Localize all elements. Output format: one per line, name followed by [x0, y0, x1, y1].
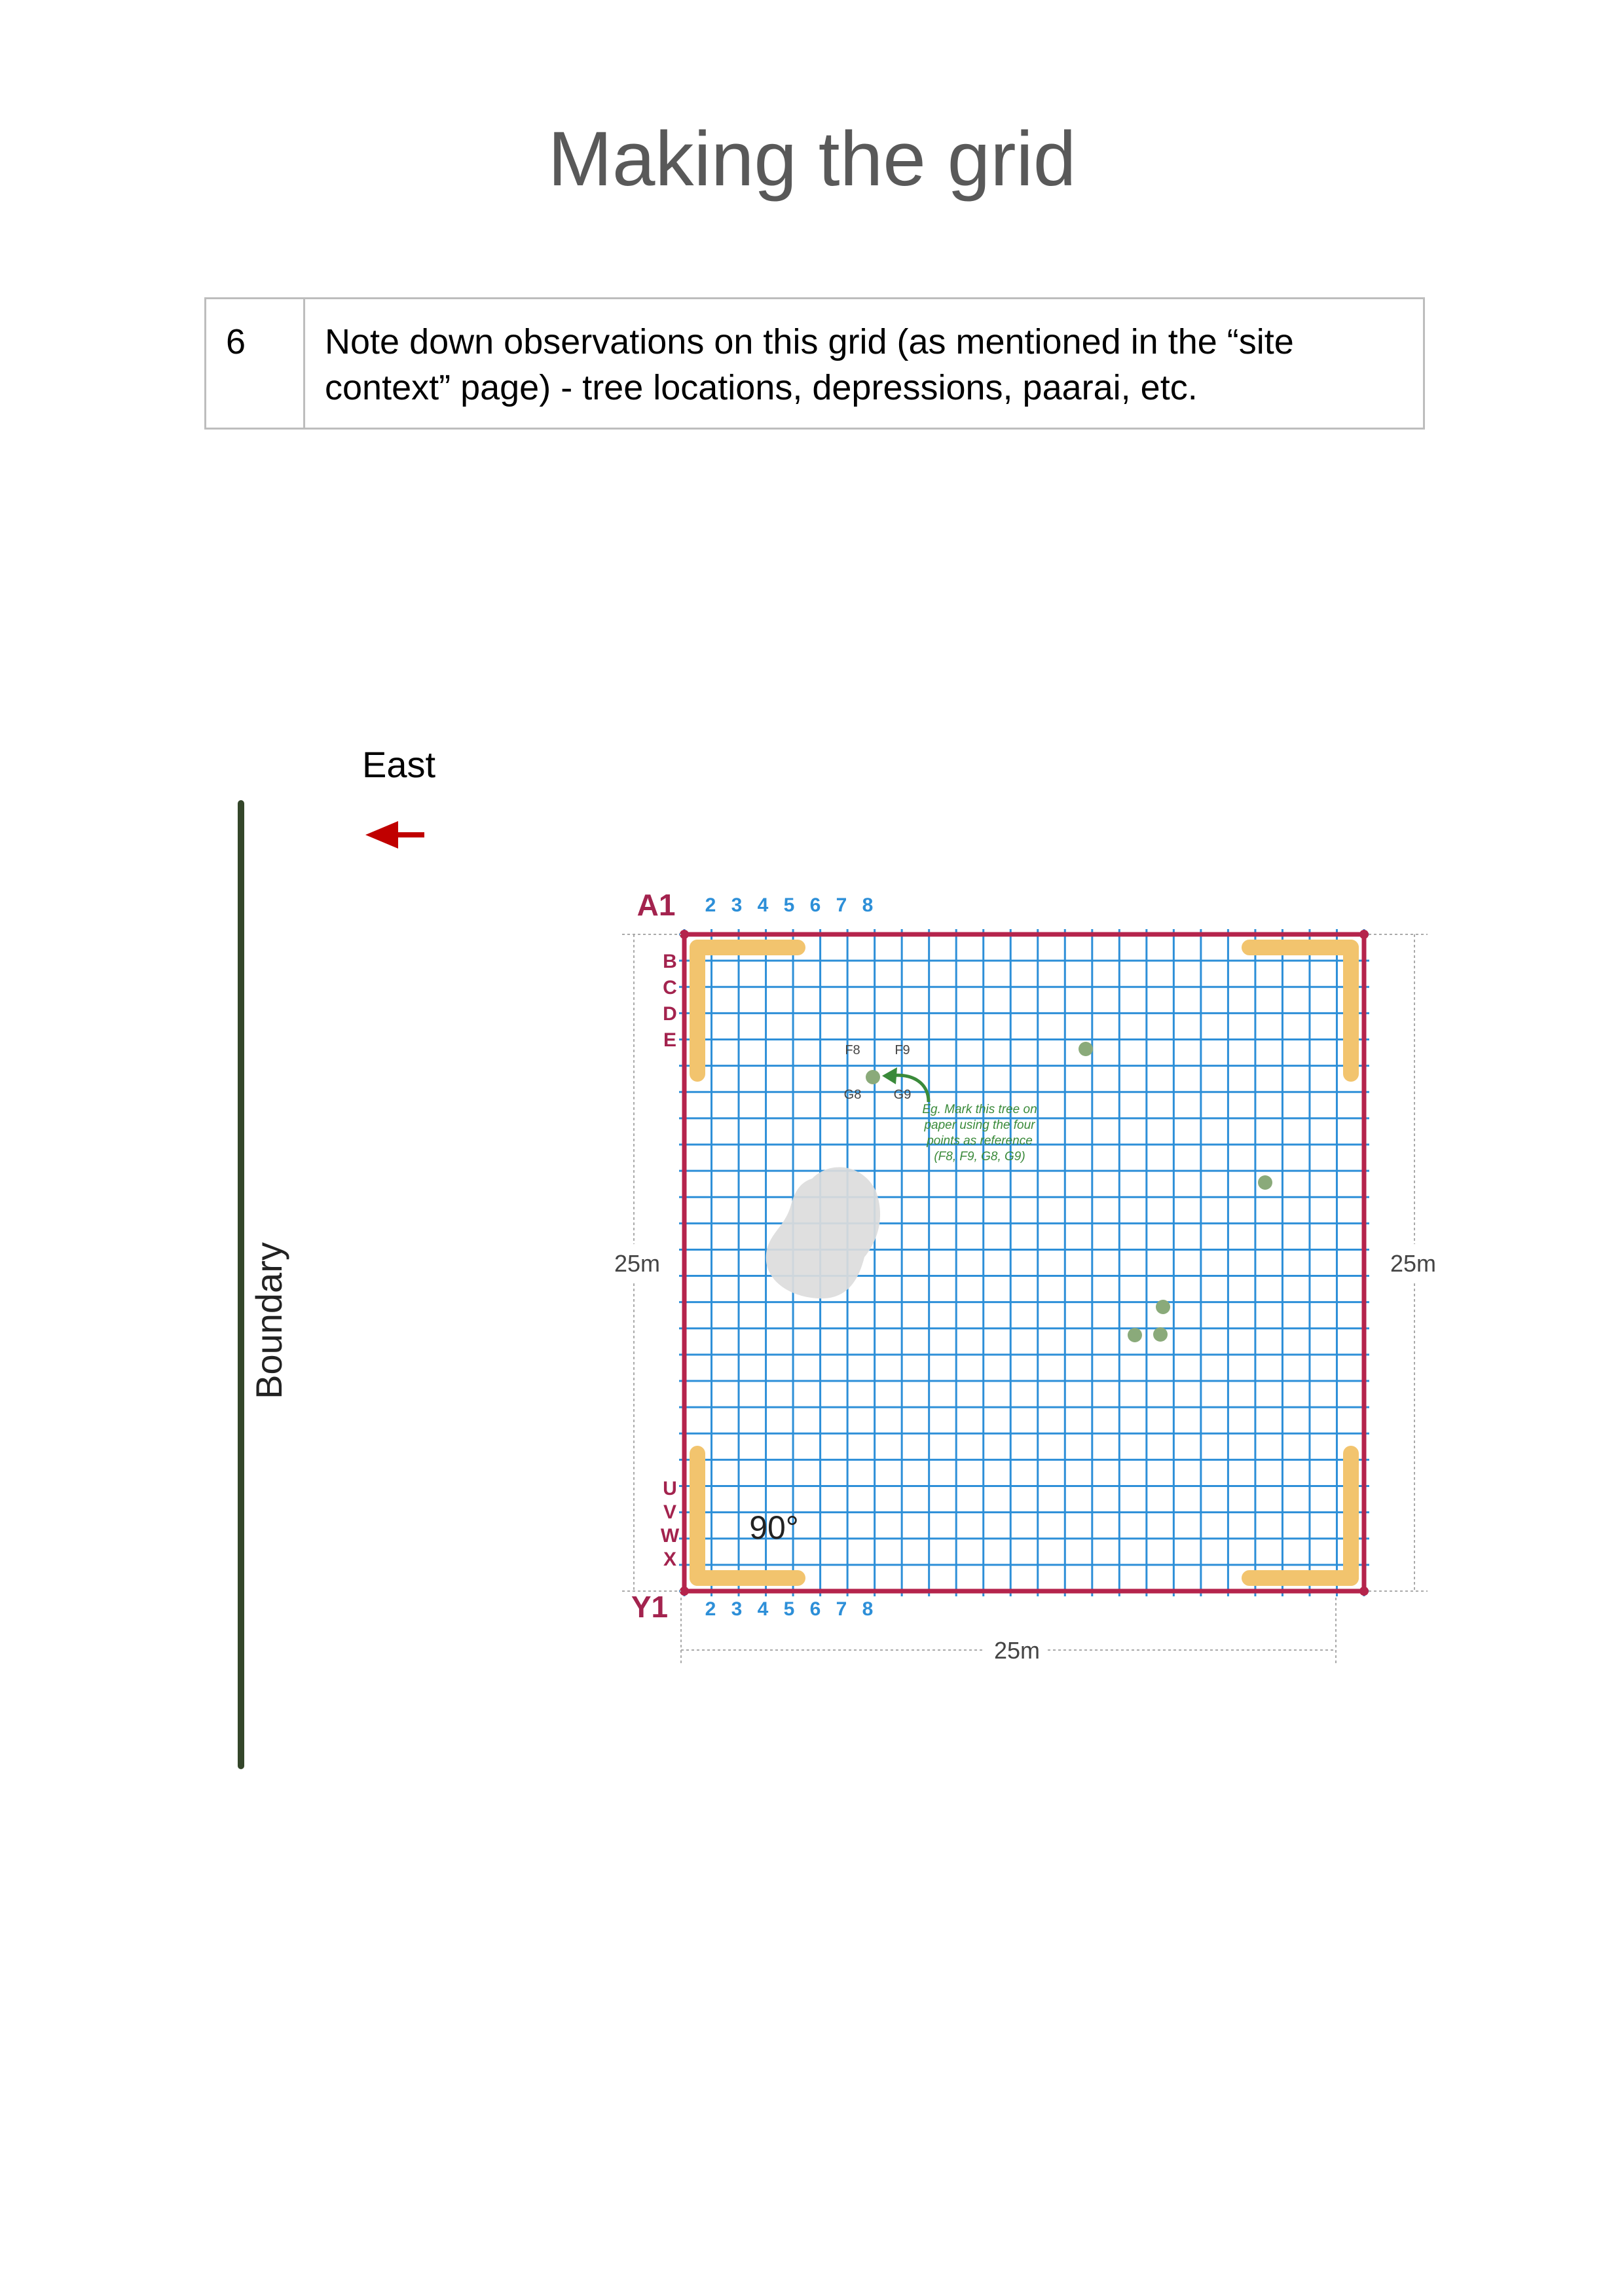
tree-marker: [866, 1070, 880, 1084]
page-title: Making the grid: [547, 116, 1077, 202]
row-label-bottom: X: [663, 1549, 677, 1570]
row-label-bottom: V: [663, 1501, 677, 1523]
tree-marker: [1258, 1175, 1272, 1190]
tree-marker: [1156, 1300, 1170, 1314]
corner-point: [1359, 1587, 1369, 1596]
column-label-top: 8: [862, 894, 874, 916]
tree-marker: [1079, 1042, 1093, 1056]
column-label-bottom: 6: [809, 1598, 821, 1620]
row-label-bottom: W: [660, 1525, 680, 1547]
column-label-top: 6: [809, 894, 821, 916]
angle-label: 90°: [749, 1509, 799, 1546]
column-label-bottom: 5: [783, 1598, 795, 1620]
column-label-bottom: 2: [705, 1598, 716, 1620]
example-note-line: paper using the four: [924, 1118, 1035, 1132]
east-label: East: [362, 744, 436, 785]
boundary-label: Boundary: [248, 1242, 289, 1399]
row-label-top: E: [663, 1029, 677, 1051]
reference-point-label: G8: [843, 1088, 862, 1102]
grid: [614, 888, 1436, 1664]
dimension-left-label: 25m: [614, 1250, 661, 1277]
corner-point: [1359, 930, 1369, 939]
column-label-top: 4: [757, 894, 769, 916]
column-label-top: 7: [836, 894, 847, 916]
reference-point-label: F8: [845, 1043, 860, 1057]
corner-point: [680, 1587, 689, 1596]
arrow-head-icon: [882, 1067, 897, 1084]
column-label-bottom: 4: [757, 1598, 769, 1620]
row-label-top: B: [663, 951, 677, 972]
row-label-top: C: [663, 977, 677, 999]
row-label-top: D: [663, 1003, 677, 1025]
column-label-top: 3: [731, 894, 743, 916]
tree-marker: [1153, 1327, 1168, 1342]
row-label-bottom: U: [663, 1478, 677, 1499]
reference-point-label: F9: [895, 1043, 910, 1057]
column-label-bottom: 7: [836, 1598, 847, 1620]
tree-marker: [1128, 1328, 1142, 1342]
step-text: Note down observations on this grid (as mentioned in the “site context” page) - tree locations, depressions, paarai, etc.: [304, 299, 1424, 429]
depression-area: [766, 1167, 880, 1299]
column-label-top: 5: [783, 894, 795, 916]
example-note-line: points as reference: [927, 1134, 1033, 1148]
left-arrow-icon: [365, 821, 424, 849]
step-number: 6: [206, 299, 304, 429]
column-label-bottom: 8: [862, 1598, 874, 1620]
example-note-line: Eg. Mark this tree on: [922, 1103, 1037, 1116]
column-label-top: 2: [705, 894, 716, 916]
corner-label-a1: A1: [637, 888, 676, 922]
corner-label-y1: Y1: [631, 1590, 669, 1624]
dimension-bottom-label: 25m: [993, 1637, 1041, 1664]
dimension-right-label: 25m: [1390, 1250, 1437, 1277]
example-note-line: (F8, F9, G8, G9): [934, 1150, 1025, 1164]
reference-point-label: G9: [893, 1088, 912, 1102]
corner-point: [680, 930, 689, 939]
column-label-bottom: 3: [731, 1598, 743, 1620]
